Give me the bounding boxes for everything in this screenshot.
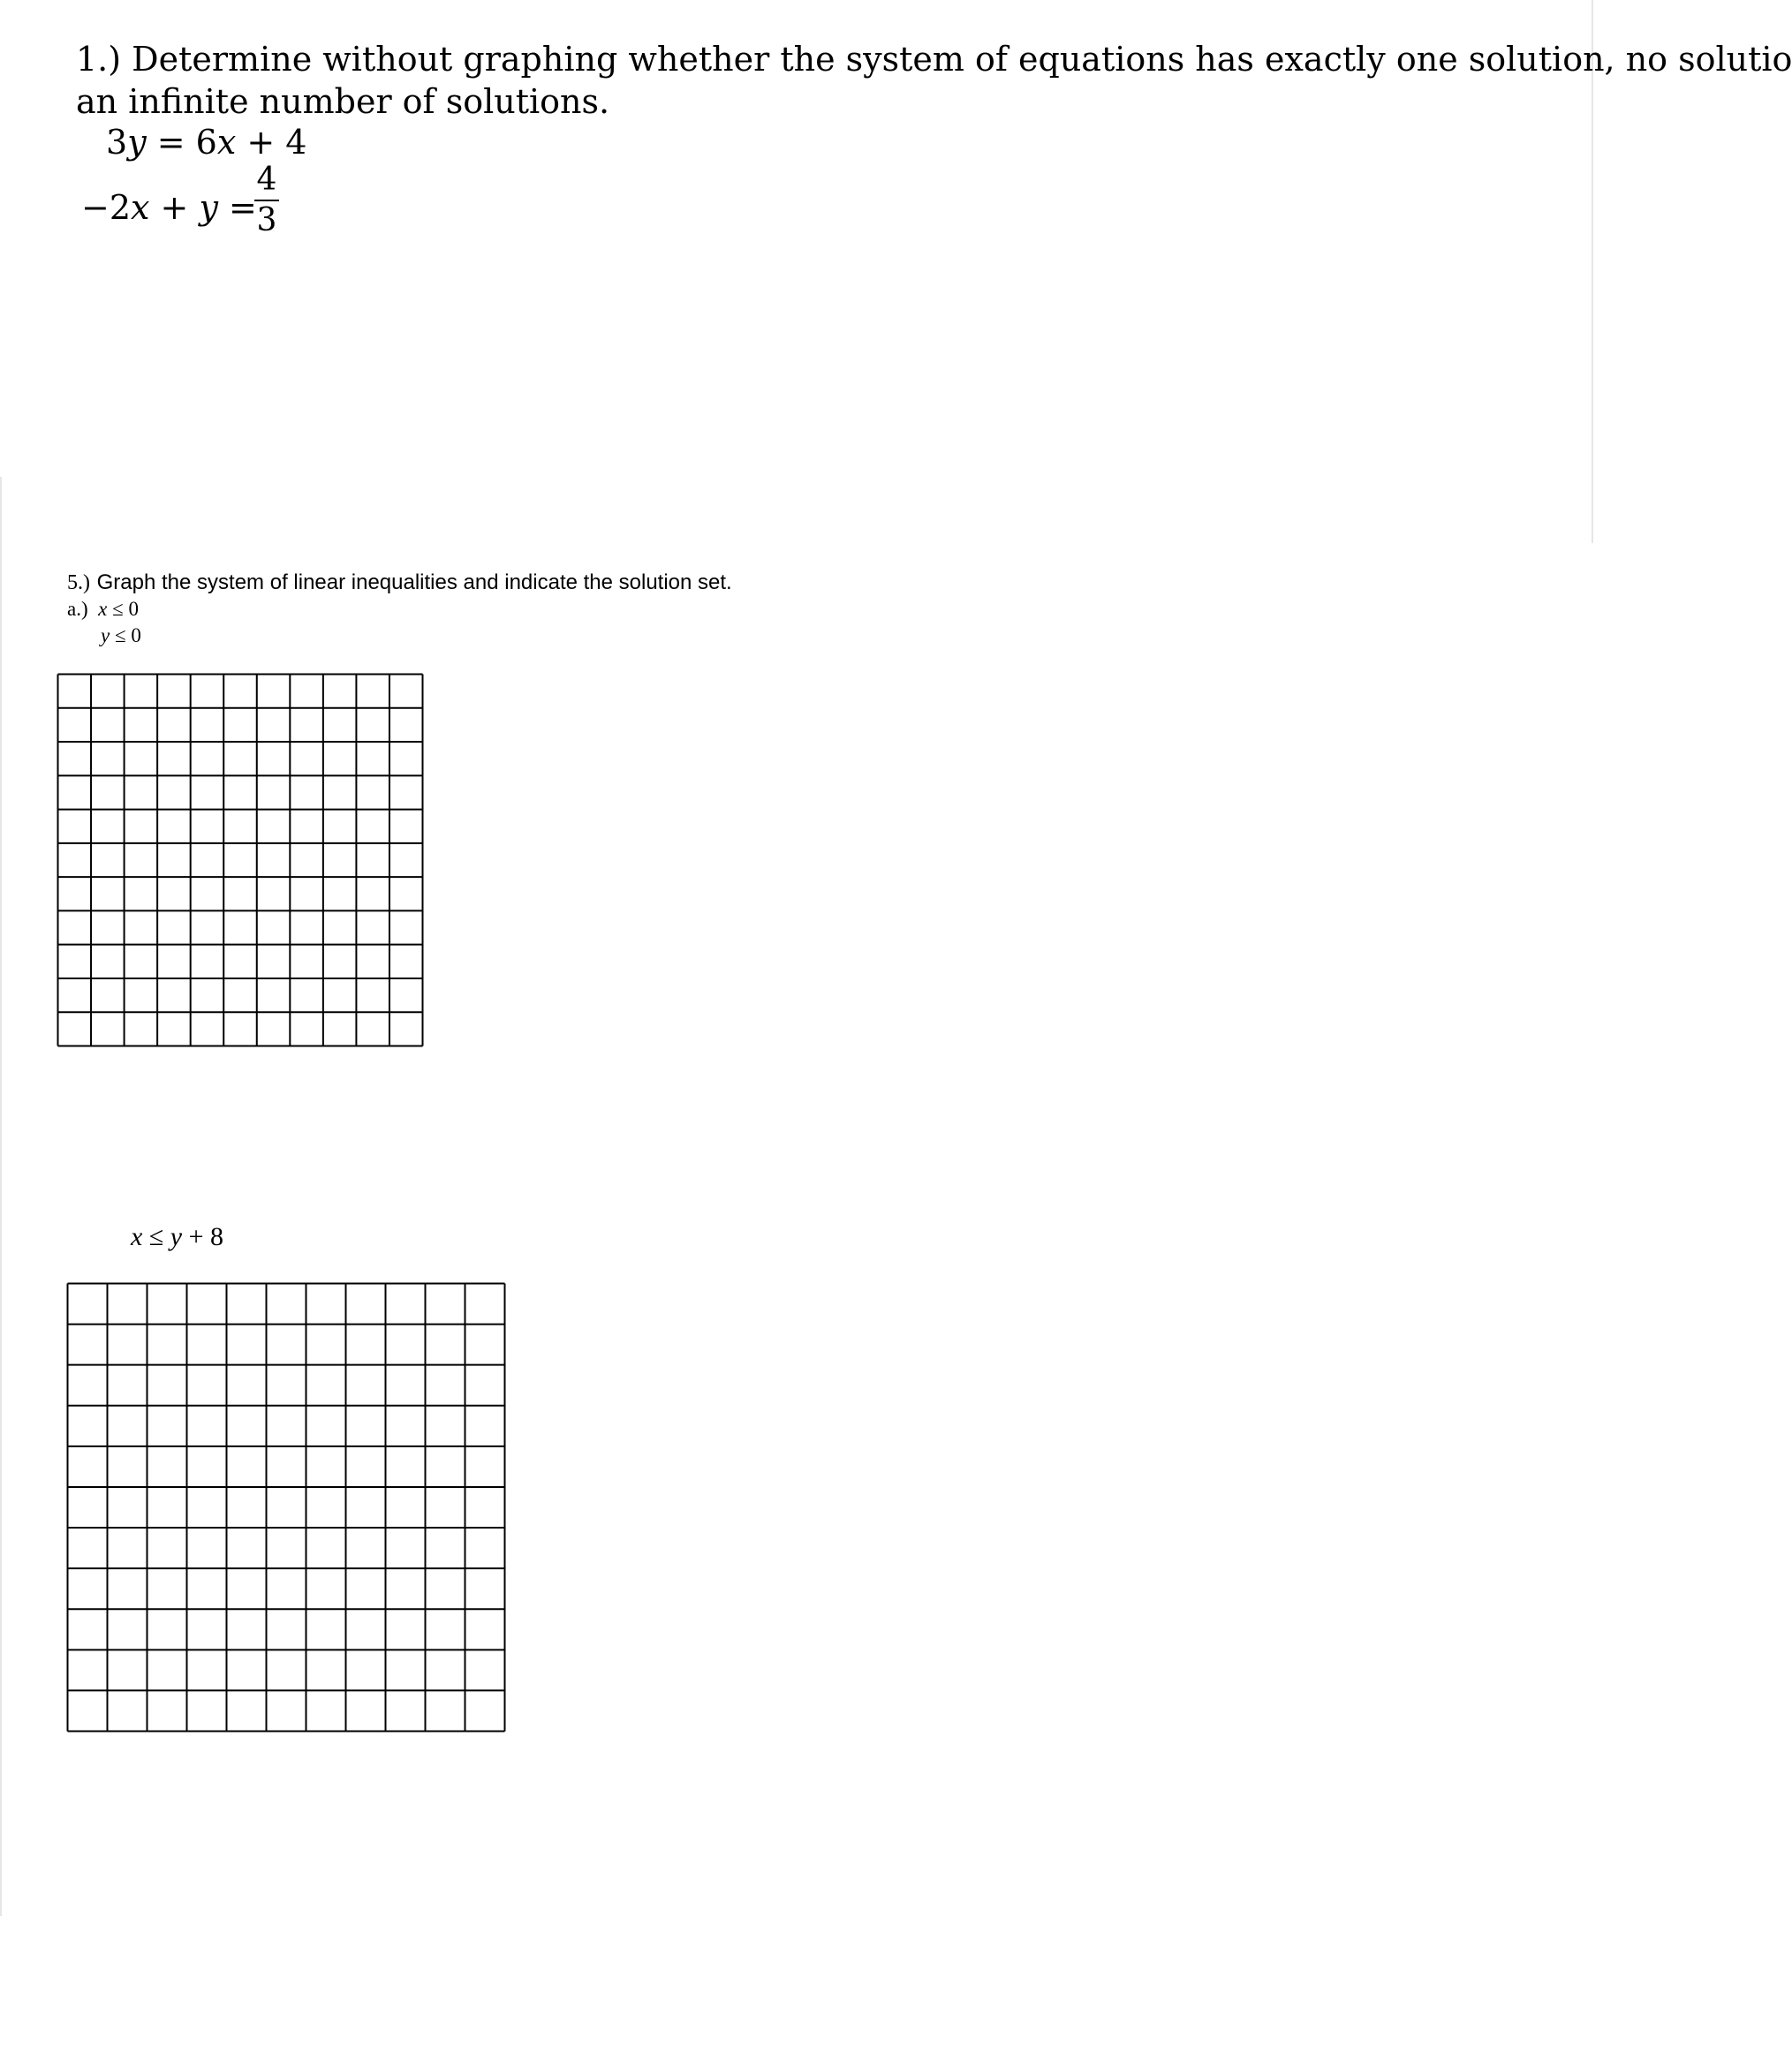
equation-2-plus: + <box>149 188 200 227</box>
equation-1 <box>106 123 307 162</box>
equation-1-lhs-var: y <box>127 123 147 162</box>
part-b-var-x: x <box>131 1222 143 1251</box>
fraction-denominator: 3 <box>256 202 277 238</box>
equation-2-equals: = <box>217 188 257 227</box>
part-a-ineq2-rest: ≤ 0 <box>110 624 141 646</box>
equation-2-fraction <box>254 164 279 237</box>
part-a-ineq1-var: x <box>98 598 108 620</box>
part-a-inequality-2 <box>101 625 141 646</box>
question-5-label: 5.) <box>67 571 90 594</box>
question-1-prompt-line-2: an infinite number of solutions. <box>76 82 610 121</box>
equation-1-lhs-coef: 3 <box>106 123 128 162</box>
part-a-inequality-1 <box>67 599 139 619</box>
part-b-rest: + 8 <box>182 1222 224 1251</box>
question-5-prompt <box>67 571 732 593</box>
equation-2-var-y: y <box>199 188 218 227</box>
question-1-prompt-line-1: 1.) Determine without graphing whether the system of equations has exactly one solution, no solutio <box>76 40 1792 79</box>
part-b-inequality <box>131 1224 223 1250</box>
part-b-var-y: y <box>170 1222 183 1251</box>
page-edge-right <box>1592 0 1593 543</box>
graph-grid-b[interactable] <box>66 1282 506 1733</box>
equation-1-rhs-rest: + 4 <box>236 123 307 162</box>
fraction-numerator: 4 <box>256 162 277 198</box>
equation-2-var-x: x <box>131 188 150 227</box>
equation-1-rhs-var: x <box>216 123 237 162</box>
part-a-ineq1-rest: ≤ 0 <box>107 598 139 620</box>
fraction-bar <box>254 200 279 201</box>
part-a-label: a.) <box>67 598 88 620</box>
equation-2-minus: −2 <box>81 188 132 227</box>
equation-1-rhs-coef: 6 <box>195 123 217 162</box>
graph-grid-a[interactable] <box>57 673 424 1047</box>
question-5-instruction: Graph the system of linear inequalities and indicate the solution set. <box>96 570 732 594</box>
equation-2-lhs <box>81 188 257 227</box>
page-edge-left <box>0 477 2 1916</box>
part-a-ineq2-var: y <box>101 624 110 646</box>
part-b-le: ≤ <box>142 1222 170 1251</box>
equation-1-equals: = <box>146 123 196 162</box>
